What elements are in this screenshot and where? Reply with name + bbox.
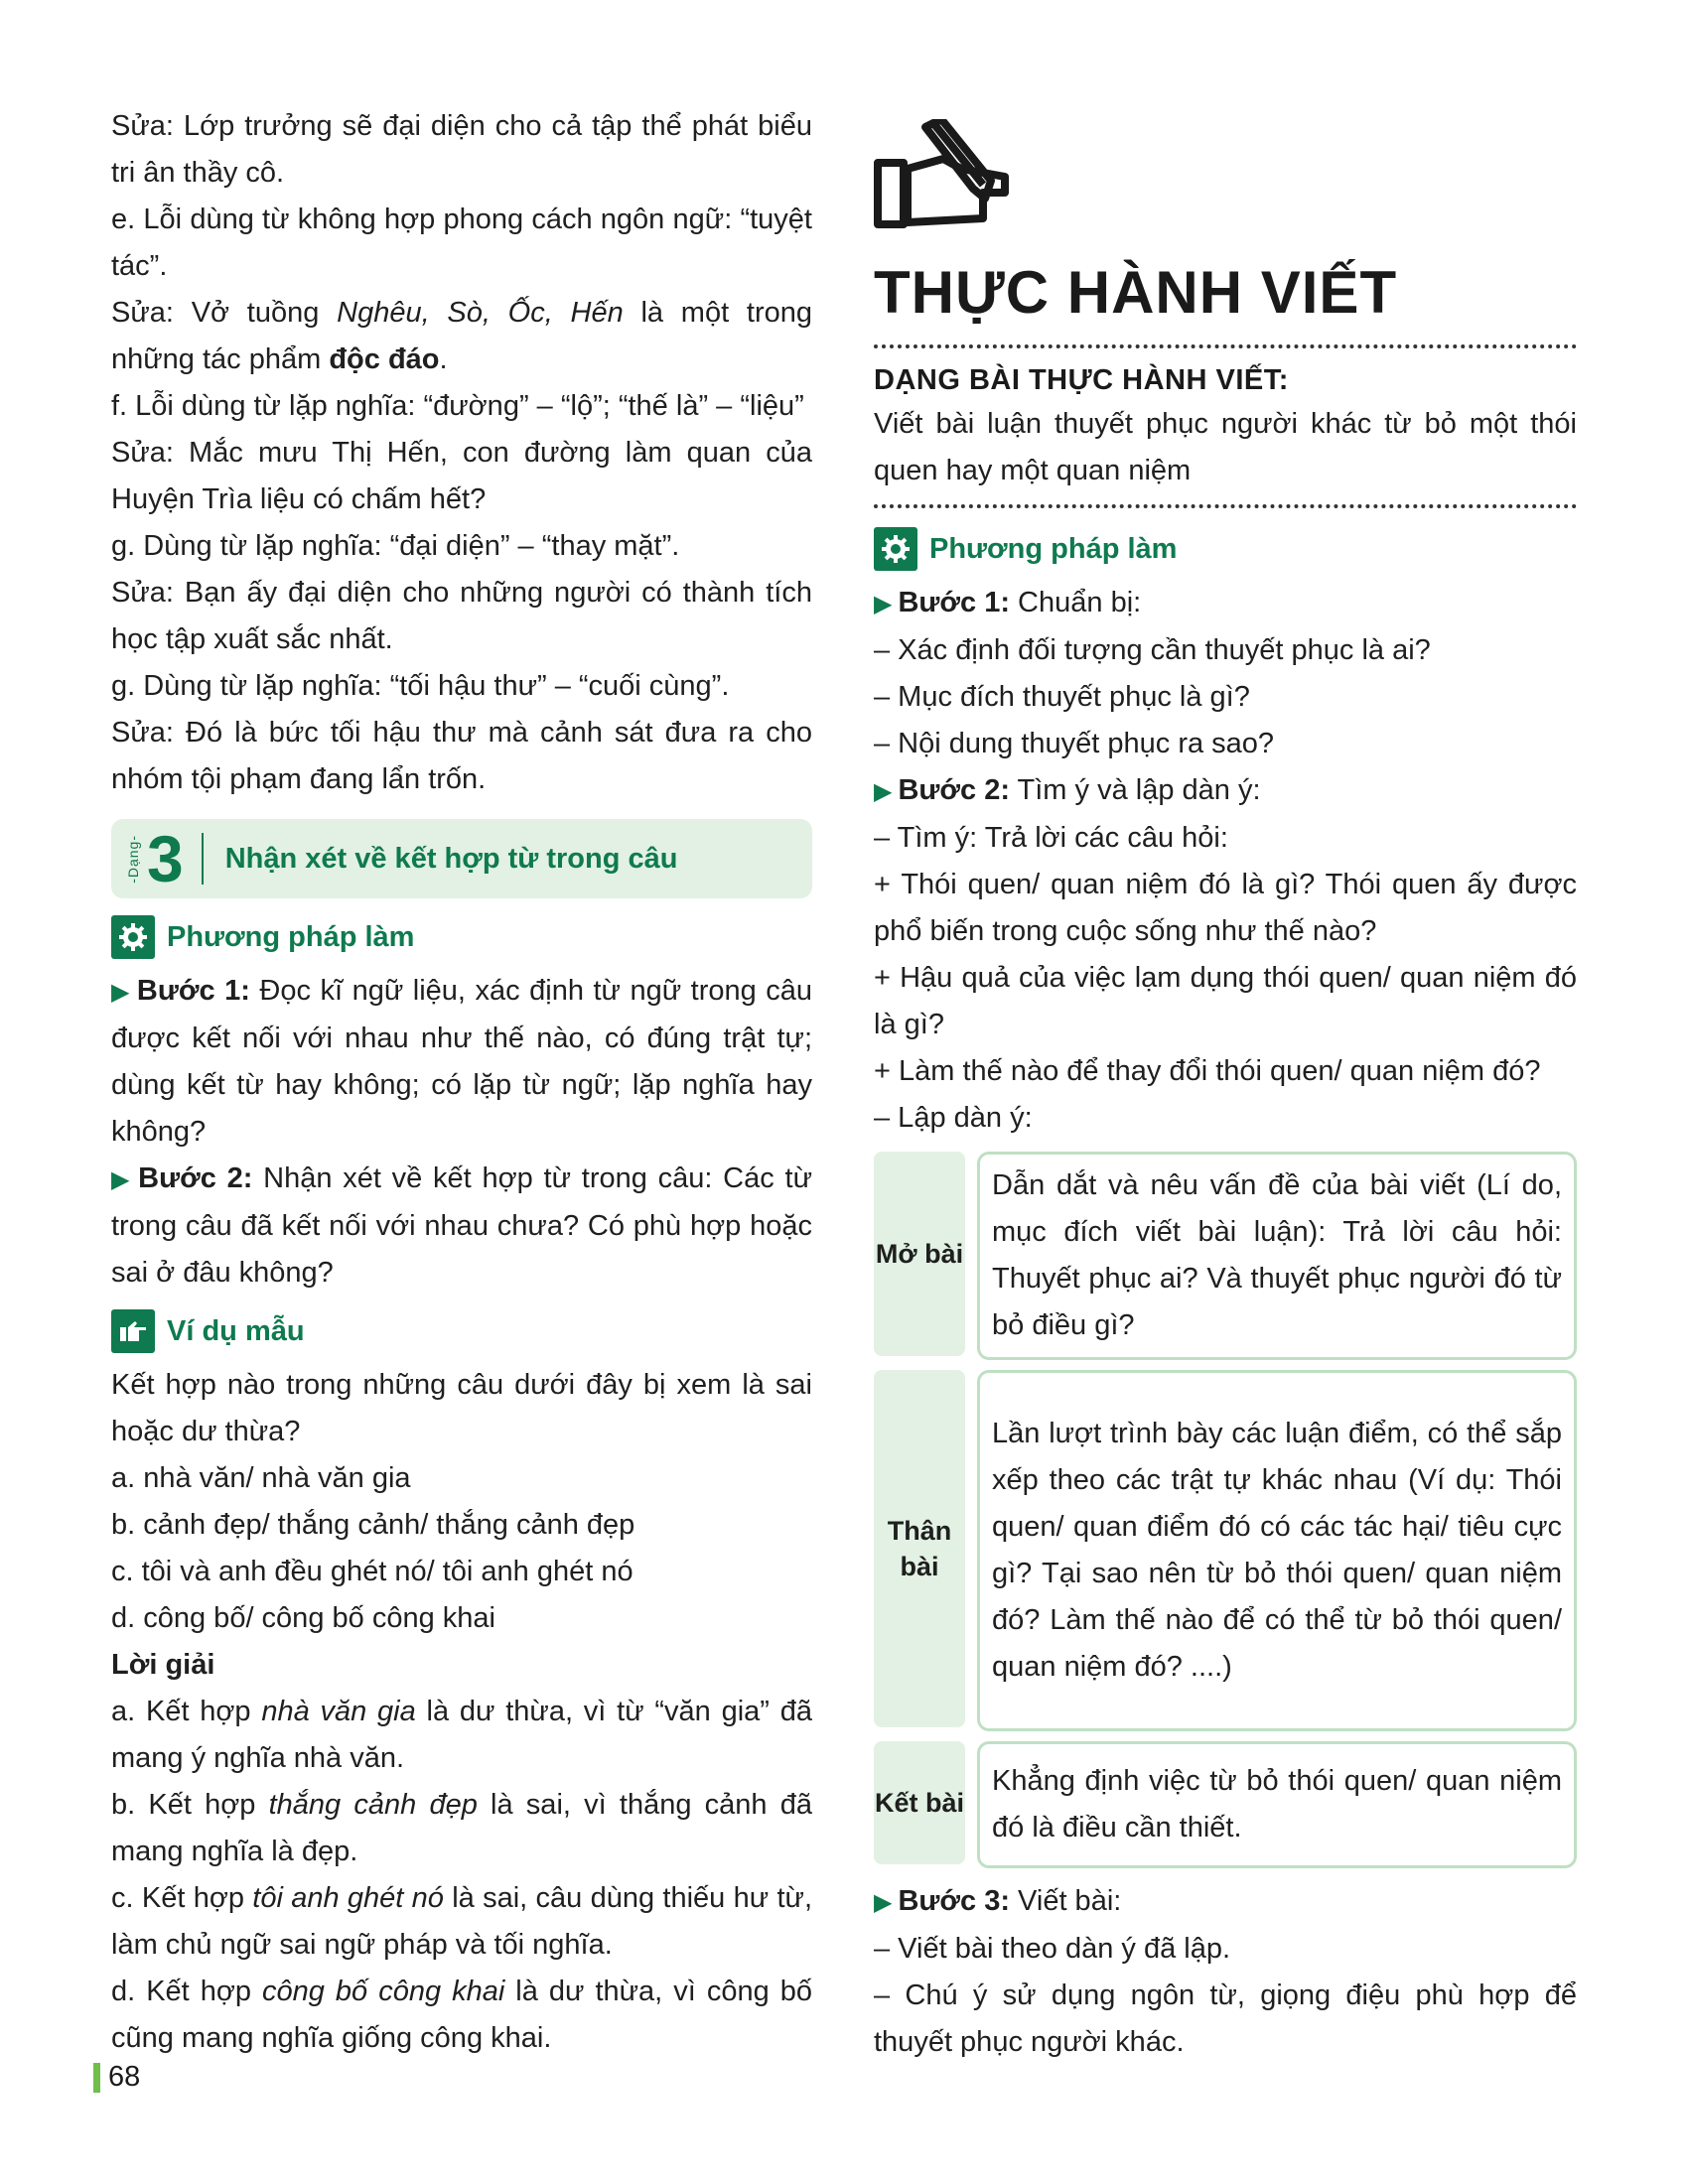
text-span: là dư thừa, vì công bố cũng mang nghĩa giống công khai. xyxy=(111,1976,812,2054)
pointing-hand-icon xyxy=(111,1309,155,1353)
step-label: Bước 1: xyxy=(898,587,1010,618)
answer-a xyxy=(111,1689,812,1782)
text-span: . xyxy=(439,343,448,375)
paragraph: f. Lỗi dùng từ lặp nghĩa: “đường” – “lộ”; “thế là” – “liệu” xyxy=(111,390,804,422)
text-span: Sửa: Vở tuồng xyxy=(111,297,338,329)
outline-text: Khẳng định việc từ bỏ thói quen/ quan niệm đó là điều cần thiết. xyxy=(977,1741,1577,1868)
option-a: a. nhà văn/ nhà văn gia xyxy=(111,1462,411,1494)
italic-phrase: thắng cảnh đẹp xyxy=(268,1789,478,1821)
text-span: b. Kết hợp xyxy=(111,1789,269,1821)
paragraph: Sửa: Mắc mưu Thị Hến, con đường làm quan của Huyện Trìa liệu có chấm hết? xyxy=(111,437,812,515)
paragraph: Sửa: Bạn ấy đại diện cho những người có thành tích học tập xuất sắc nhất. xyxy=(111,577,812,655)
text-span: là dư thừa, vì từ “văn gia” đã mang ý nghĩa nhà văn. xyxy=(111,1696,812,1774)
text-span: a. Kết hợp xyxy=(111,1696,262,1727)
play-arrow-icon: ▶ xyxy=(111,1166,133,1193)
dang-label: -Dạng- xyxy=(125,834,141,884)
gear-icon xyxy=(111,915,155,959)
page-number-text: 68 xyxy=(108,2061,141,2093)
answer-c xyxy=(111,1875,812,1969)
outline-text: Lần lượt trình bày các luận điểm, có thể sắp xếp theo các trật tự khác nhau (Ví dụ: Thói quen/ quan điểm đó có các tác hại/ tiêu cực gì? Tại sao nên từ bỏ thói quen/ quan niệm đó? Làm thế nào để có thể từ bỏ thói quen/ quan niệm đó? ....) xyxy=(977,1370,1577,1731)
answer-b xyxy=(111,1782,812,1875)
play-arrow-icon: ▶ xyxy=(874,1889,893,1916)
paragraph: Sửa: Đó là bức tối hậu thư mà cảnh sát đưa ra cho nhóm tội phạm đang lẩn trốn. xyxy=(111,717,812,795)
step-text: Chuẩn bị: xyxy=(1010,587,1142,618)
left-column xyxy=(111,103,812,2062)
outline-body-section xyxy=(874,1370,1577,1731)
step-2 xyxy=(874,767,1577,815)
list-item: + Thói quen/ quan niệm đó là gì? Thói quen ấy được phổ biến trong cuộc sống như thế nào? xyxy=(874,869,1577,947)
example-heading xyxy=(111,1306,812,1356)
play-arrow-icon: ▶ xyxy=(111,979,131,1006)
list-item: – Mục đích thuyết phục là gì? xyxy=(874,681,1250,713)
text-span: là một trong những tác phẩm xyxy=(111,297,812,375)
paragraph: Sửa: Lớp trưởng sẽ đại diện cho cả tập thể phát biểu tri ân thầy cô. xyxy=(111,110,812,189)
text-span: là sai, vì thắng cảnh đã mang nghĩa là đẹp. xyxy=(111,1789,812,1867)
step-text: Viết bài: xyxy=(1010,1885,1122,1917)
dotted-divider xyxy=(874,344,1577,348)
method-heading xyxy=(874,524,1577,574)
step-1 xyxy=(111,968,812,1156)
section-banner xyxy=(111,819,812,898)
step-text: Tìm ý và lập dàn ý: xyxy=(1010,774,1261,806)
page-number xyxy=(93,2061,140,2094)
solution-heading xyxy=(111,1642,812,1689)
heading-text: Ví dụ mẫu xyxy=(167,1314,305,1347)
list-item: – Chú ý sử dụng ngôn từ, giọng điệu phù hợp để thuyết phục người khác. xyxy=(874,1979,1577,2058)
italic-title: Nghêu, Sò, Ốc, Hến xyxy=(337,297,624,329)
option-d: d. công bố/ công bố công khai xyxy=(111,1602,495,1634)
paragraph: g. Dùng từ lặp nghĩa: “tối hậu thư” – “cuối cùng”. xyxy=(111,670,730,702)
text-span: c. Kết hợp xyxy=(111,1882,253,1914)
paragraph: e. Lỗi dùng từ không hợp phong cách ngôn ngữ: “tuyệt tác”. xyxy=(111,204,812,282)
writing-hand-icon xyxy=(874,119,1577,248)
text-span: d. Kết hợp xyxy=(111,1976,263,2007)
bold-phrase: độc đáo xyxy=(329,343,440,375)
outline-label: Mở bài xyxy=(874,1152,965,1356)
gear-icon xyxy=(874,527,917,571)
question: Kết hợp nào trong những câu dưới đây bị xem là sai hoặc dư thừa? xyxy=(111,1369,812,1447)
page-bar xyxy=(93,2063,100,2093)
heading-text: Phương pháp làm xyxy=(167,920,415,953)
paragraph xyxy=(111,290,812,383)
outline-label: Thân bài xyxy=(874,1370,965,1727)
italic-phrase: công bố công khai xyxy=(262,1976,505,2007)
text-span: là sai, câu dùng thiếu hư từ, làm chủ ngữ sai ngữ pháp và tối nghĩa. xyxy=(111,1882,812,1961)
list-item: + Làm thế nào để thay đổi thói quen/ quan niệm đó? xyxy=(874,1055,1541,1087)
section-title: Nhận xét về kết hợp từ trong câu xyxy=(224,842,678,875)
step-2 xyxy=(111,1156,812,1297)
step-label: Bước 2: xyxy=(898,774,1010,806)
list-item: – Viết bài theo dàn ý đã lập. xyxy=(874,1933,1231,1965)
heading-text: Phương pháp làm xyxy=(929,532,1178,565)
paragraph: g. Dùng từ lặp nghĩa: “đại diện” – “thay mặt”. xyxy=(111,530,680,562)
page-title: THỰC HÀNH VIẾT xyxy=(874,259,1398,326)
dang-number: 3 xyxy=(147,822,184,895)
option-c: c. tôi và anh đều ghét nó/ tôi anh ghét nó xyxy=(111,1556,633,1587)
option-b: b. cảnh đẹp/ thắng cảnh/ thắng cảnh đẹp xyxy=(111,1509,635,1541)
list-item: – Tìm ý: Trả lời các câu hỏi: xyxy=(874,822,1228,854)
answer-d xyxy=(111,1969,812,2062)
outline-label: Kết bài xyxy=(874,1741,965,1864)
divider xyxy=(202,833,204,885)
step-label: Bước 1: xyxy=(136,975,250,1007)
list-item: – Xác định đối tượng cần thuyết phục là ai? xyxy=(874,634,1431,666)
task-type-label: DẠNG BÀI THỰC HÀNH VIẾT: xyxy=(874,364,1289,396)
outline-text: Dẫn dắt và nêu vấn đề của bài viết (Lí do, mục đích viết bài luận): Trả lời câu hỏi: Thuyết phục ai? Và thuyết phục người đó từ bỏ điều gì? xyxy=(977,1152,1577,1360)
outline-intro xyxy=(874,1152,1577,1360)
list-item: – Lập dàn ý: xyxy=(874,1102,1033,1134)
task-type-text: Viết bài luận thuyết phục người khác từ bỏ một thói quen hay một quan niệm xyxy=(874,408,1577,486)
dotted-divider xyxy=(874,504,1577,508)
right-column xyxy=(874,119,1577,2066)
play-arrow-icon: ▶ xyxy=(874,778,893,805)
play-arrow-icon: ▶ xyxy=(874,591,893,617)
heading-text: Lời giải xyxy=(111,1649,215,1681)
step-text: Đọc kĩ ngữ liệu, xác định từ ngữ trong câu được kết nối với nhau như thế nào, có đúng trật tự; dùng kết từ hay không; có lặp từ ngữ; lặp nghĩa hay không? xyxy=(111,975,813,1148)
italic-phrase: nhà văn gia xyxy=(261,1696,416,1727)
italic-phrase: tôi anh ghét nó xyxy=(252,1882,444,1914)
list-item: + Hậu quả của việc lạm dụng thói quen/ quan niệm đó là gì? xyxy=(874,962,1577,1040)
method-heading xyxy=(111,912,812,962)
step-3 xyxy=(874,1878,1577,1926)
list-item: – Nội dung thuyết phục ra sao? xyxy=(874,728,1275,759)
step-text: Nhận xét về kết hợp từ trong câu: Các từ trong câu đã kết nối với nhau chưa? Có phù hợp hoặc sai ở đâu không? xyxy=(111,1162,812,1289)
step-1 xyxy=(874,580,1577,627)
outline-conclusion xyxy=(874,1741,1577,1868)
step-label: Bước 2: xyxy=(138,1162,253,1194)
step-label: Bước 3: xyxy=(898,1885,1010,1917)
